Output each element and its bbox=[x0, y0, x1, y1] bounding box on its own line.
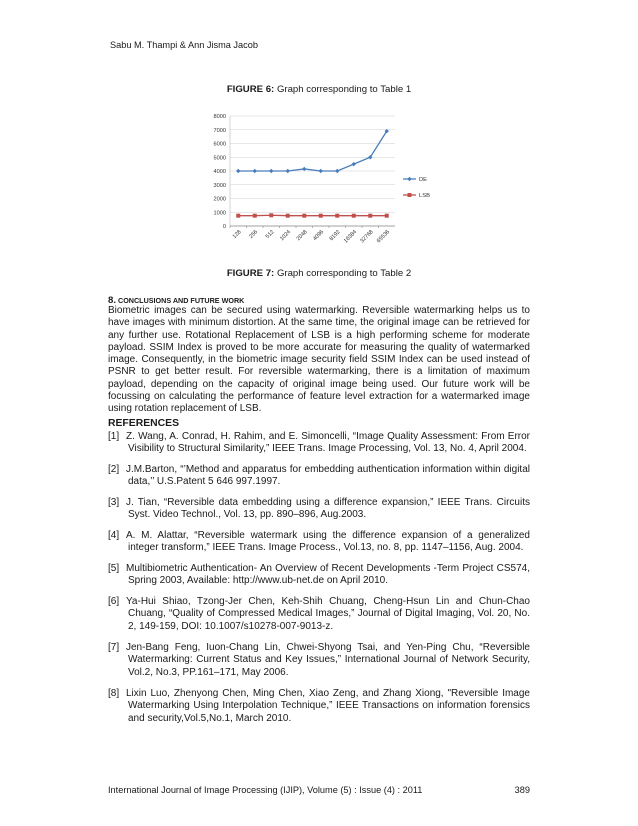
data-point bbox=[236, 169, 240, 173]
running-header: Sabu M. Thampi & Ann Jisma Jacob bbox=[110, 40, 258, 50]
reference-number: [2] bbox=[108, 464, 120, 475]
reference-number: [7] bbox=[108, 642, 120, 653]
reference-text: Lixin Luo, Zhenyong Chen, Ming Chen, Xiao Zeng, and Zhang Xiong, "Reversible Image Watermarking Using Interpolation Technique,” IEEE Transactions on information forensics and security,Vol.5,No.1, March 2010. bbox=[126, 688, 530, 724]
data-point bbox=[253, 214, 257, 218]
y-tick-label: 2000 bbox=[213, 196, 226, 203]
legend-marker bbox=[408, 193, 412, 197]
data-point bbox=[302, 167, 306, 171]
data-point bbox=[335, 214, 339, 218]
x-tick-label: 8192 bbox=[328, 229, 342, 243]
line-chart bbox=[200, 108, 445, 258]
y-tick-label: 0 bbox=[222, 224, 226, 230]
data-point bbox=[302, 214, 306, 218]
data-point bbox=[352, 162, 356, 166]
data-point bbox=[335, 169, 339, 173]
reference-text: Ya-Hui Shiao, Tzong-Jer Chen, Keh-Shih Chuang, Cheng-Hsun Lin and Chun-Chao Chuang, “Quality of Compressed Medical Images,” Journal of Digital Imaging, Vol. 20, No. 2, 149-159, DOI: 10.1007/s10278-007-9013-z. bbox=[126, 596, 530, 632]
reference-text: Jen-Bang Feng, Iuon-Chang Lin, Chwei-Shyong Tsai, and Yen-Ping Chu, “Reversible Watermarking: Current Status and Key Issues,” International Journal of Network Security, Vol.2, No.3, PP.161–171, May 2006. bbox=[126, 642, 530, 678]
y-tick-label: 8000 bbox=[213, 114, 226, 120]
paragraph-line: image. Consequently, in the biometric image security field SSIM Index can be used instead of bbox=[108, 354, 530, 366]
data-point bbox=[269, 169, 273, 173]
reference-item bbox=[108, 431, 530, 456]
data-point bbox=[319, 169, 323, 173]
data-point bbox=[286, 214, 290, 218]
y-tick-label: 5000 bbox=[213, 155, 226, 162]
reference-text: A. M. Alattar, “Reversible watermark using the difference expansion of a generalized integer transform,” IEEE Trans. Image Process., Vol.13, no. 8, pp. 1147–1156, Aug. 2004. bbox=[126, 530, 530, 554]
legend-marker bbox=[407, 177, 411, 181]
data-point bbox=[286, 169, 290, 173]
y-tick-label: 4000 bbox=[213, 169, 226, 175]
data-point bbox=[269, 213, 273, 217]
reference-text: Z. Wang, A. Conrad, H. Rahim, and E. Simoncelli, “Image Quality Assessment: From Error Visibility to Structural Similarity,” IEEE Trans. Image Processing, Vol. 13, No. 4, April 2004. bbox=[126, 431, 530, 455]
x-tick-label: 65536 bbox=[375, 229, 392, 245]
section-title: CONCLUSIONS AND FUTURE WORK bbox=[118, 296, 245, 305]
x-tick-label: 512 bbox=[264, 229, 276, 241]
y-tick-label: 6000 bbox=[213, 141, 226, 148]
paragraph-line: payload. SSIM Index is proved to be more accurate for measuring the quality of watermarked bbox=[108, 341, 530, 353]
reference-number: [1] bbox=[108, 431, 120, 442]
reference-item bbox=[108, 563, 530, 588]
data-point bbox=[352, 214, 356, 218]
data-point bbox=[236, 214, 240, 218]
data-point bbox=[319, 214, 323, 218]
x-tick-label: 128 bbox=[231, 229, 243, 241]
reference-number: [6] bbox=[108, 596, 120, 607]
reference-number: [4] bbox=[108, 530, 120, 541]
legend-label: LSB bbox=[419, 193, 430, 199]
paragraph-line: focussing on calculating the performance of feature level extraction for a watermarked image bbox=[108, 391, 530, 403]
section-number: 8. bbox=[108, 295, 117, 306]
reference-text: J.M.Barton, “’Method and apparatus for embedding authentication information within digital data,’’ U.S.Patent 5 646 997.1997. bbox=[126, 464, 530, 488]
reference-item bbox=[108, 688, 530, 725]
paragraph-line: any further use. Rotational Replacement of LSB is a high performing scheme for moderate bbox=[108, 329, 530, 341]
reference-number: [5] bbox=[108, 563, 120, 574]
page-footer bbox=[108, 785, 530, 795]
figure-7-caption-text: Graph corresponding to Table 2 bbox=[276, 268, 412, 279]
reference-item bbox=[108, 596, 530, 633]
data-point bbox=[368, 214, 372, 218]
conclusions-paragraph bbox=[108, 305, 530, 416]
footer-journal: International Journal of Image Processing (IJIP), Volume (5) : Issue (4) : 2011 bbox=[108, 785, 423, 795]
figure-7-caption bbox=[0, 268, 638, 279]
paragraph-line: payload, depending on the capacity of original image being used. Our future work will be bbox=[108, 378, 530, 390]
page-number: 389 bbox=[514, 785, 530, 795]
series-line-de bbox=[238, 131, 387, 171]
reference-item bbox=[108, 497, 530, 522]
paragraph-line: using rotation replacement of LSB. bbox=[108, 403, 262, 415]
reference-text: J. Tian, “Reversible data embedding using a difference expansion,” IEEE Trans. Circuits Syst. Video Technol., Vol. 13, pp. 890–896, Aug.2003. bbox=[126, 497, 530, 521]
reference-item bbox=[108, 642, 530, 679]
data-point bbox=[253, 169, 257, 173]
paragraph-line: Biometric images can be secured using watermarking. Reversible watermarking helps us to bbox=[108, 305, 530, 316]
data-point bbox=[385, 214, 389, 218]
y-tick-label: 7000 bbox=[213, 127, 226, 134]
reference-text: Multibiometric Authentication- An Overview of Recent Developments -Term Project CS574, Spring 2003, Available: http://www.ub-net.de on April 2010. bbox=[126, 563, 530, 587]
y-tick-label: 1000 bbox=[213, 210, 226, 217]
figure-7-label: FIGURE 7: bbox=[226, 268, 275, 279]
x-tick-label: 16384 bbox=[342, 229, 359, 245]
x-tick-label: 2048 bbox=[295, 229, 309, 243]
x-tick-label: 256 bbox=[248, 229, 260, 241]
reference-number: [3] bbox=[108, 497, 120, 508]
figure-6-caption bbox=[0, 84, 638, 95]
figure-6-caption-text: Graph corresponding to Table 1 bbox=[276, 84, 412, 95]
paragraph-line: PSNR to get better result. For reversible watermarking, there is a limitation of maximum bbox=[108, 366, 530, 378]
legend-label: DE bbox=[419, 177, 428, 183]
reference-item bbox=[108, 464, 530, 489]
x-tick-label: 32768 bbox=[359, 229, 375, 245]
y-tick-label: 3000 bbox=[213, 182, 226, 189]
reference-item bbox=[108, 530, 530, 555]
reference-number: [8] bbox=[108, 688, 120, 699]
paragraph-line: have images with minimum distortion. At the same time, the original image can be retrieved for bbox=[108, 317, 530, 329]
x-tick-label: 1024 bbox=[279, 229, 293, 243]
references-heading: REFERENCES bbox=[108, 418, 180, 429]
figure-6-label: FIGURE 6: bbox=[226, 84, 275, 95]
x-tick-label: 4096 bbox=[312, 229, 326, 243]
